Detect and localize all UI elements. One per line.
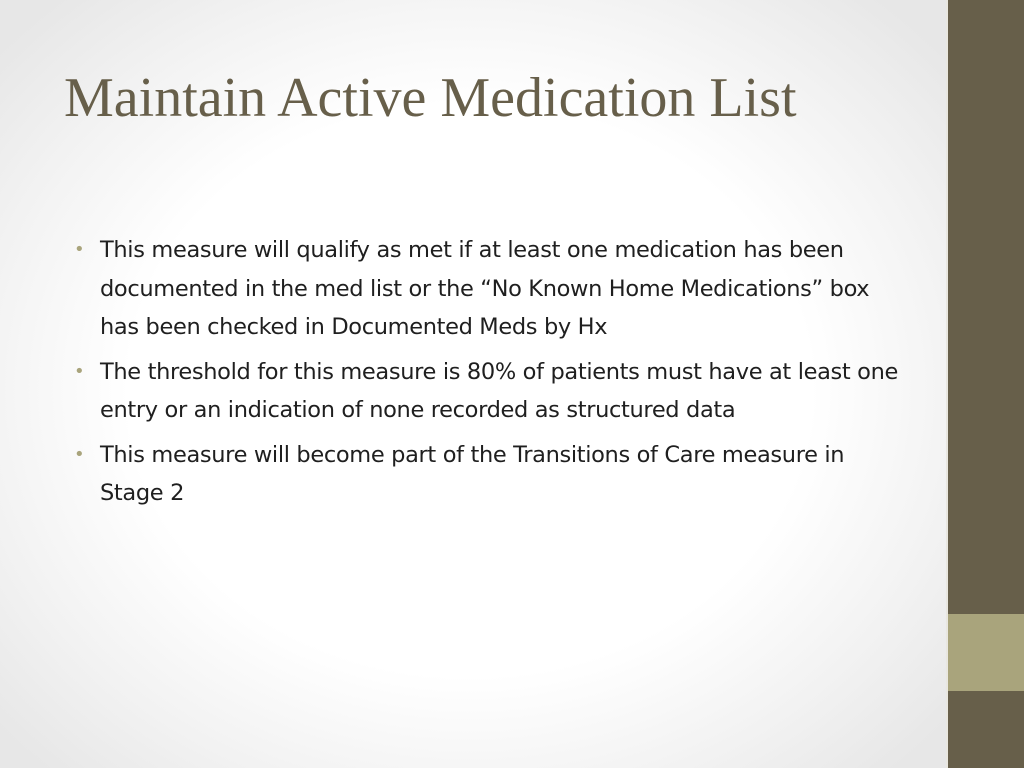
bullet-item: [72, 231, 902, 347]
bullet-text: This measure will qualify as met if at least one medication has been documented in the med list or the “No Known Home Medications” box has been checked in Documented Meds by Hx: [100, 237, 870, 340]
bullet-item: [72, 353, 902, 430]
bullet-item: [72, 436, 902, 513]
slide-title: Maintain Active Medication List: [64, 67, 797, 129]
bullet-text: This measure will become part of the Transitions of Care measure in Stage 2: [100, 441, 845, 506]
sidebar-accent-block: [948, 614, 1024, 691]
bullet-icon: •: [74, 360, 85, 382]
bullet-list: [72, 231, 902, 519]
bullet-icon: •: [74, 443, 85, 465]
bullet-text: The threshold for this measure is 80% of patients must have at least one entry or an indication of none recorded as structured data: [100, 358, 899, 423]
bullet-icon: •: [74, 239, 85, 260]
